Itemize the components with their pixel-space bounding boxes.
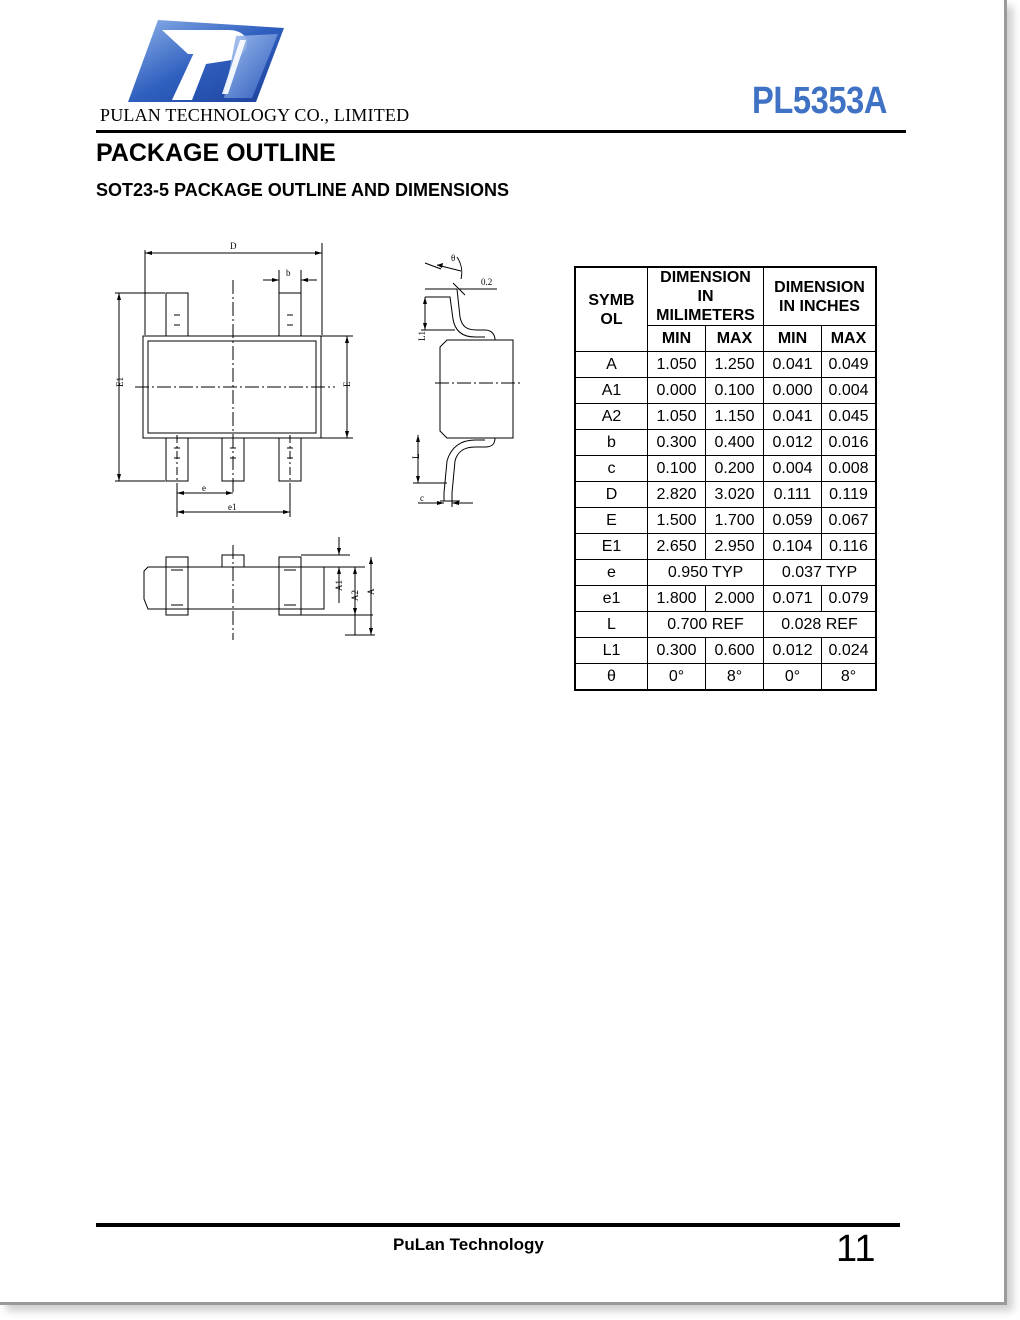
- label-E1: E1: [115, 377, 125, 387]
- cell-mm-max: 0.600: [706, 638, 764, 664]
- label-b: b: [286, 268, 291, 278]
- header-millimeters: DIMENSION IN MILIMETERS: [648, 267, 764, 326]
- cell-in-max: 8°: [822, 664, 877, 691]
- header-inches: DIMENSION IN INCHES: [764, 267, 877, 326]
- cell-in-max: 0.119: [822, 482, 877, 508]
- cell-symbol: θ: [575, 664, 648, 691]
- cell-symbol: A2: [575, 404, 648, 430]
- cell-in-min: 0.004: [764, 456, 822, 482]
- cell-mm-min: 1.500: [648, 508, 706, 534]
- cell-mm-max: 1.150: [706, 404, 764, 430]
- cell-symbol: e1: [575, 586, 648, 612]
- cell-mm-min: 1.050: [648, 404, 706, 430]
- cell-symbol: D: [575, 482, 648, 508]
- label-A2: A2: [350, 590, 360, 601]
- footer-rule: [96, 1223, 900, 1227]
- table-row: [575, 508, 876, 534]
- cell-in-max: 0.004: [822, 378, 877, 404]
- subheader-mm-min: MIN: [648, 326, 706, 352]
- cell-mm-max: 3.020: [706, 482, 764, 508]
- cell-mm-min: 0.300: [648, 638, 706, 664]
- label-theta: θ: [451, 253, 456, 263]
- section-title: PACKAGE OUTLINE: [96, 139, 336, 167]
- table-row: [575, 612, 876, 638]
- label-D: D: [230, 241, 237, 251]
- cell-mm-min: 1.800: [648, 586, 706, 612]
- cell-in-min: 0.111: [764, 482, 822, 508]
- cell-mm-value: 0.700 REF: [648, 612, 764, 638]
- cell-in-min: 0.012: [764, 430, 822, 456]
- label-A: A: [366, 588, 376, 595]
- cell-in-min: 0.041: [764, 404, 822, 430]
- cell-mm-max: 0.100: [706, 378, 764, 404]
- cell-mm-min: 2.650: [648, 534, 706, 560]
- cell-mm-max: 1.250: [706, 352, 764, 378]
- cell-in-value: 0.037 TYP: [764, 560, 877, 586]
- subheader-in-min: MIN: [764, 326, 822, 352]
- table-row: [575, 378, 876, 404]
- section-subtitle: SOT23-5 PACKAGE OUTLINE AND DIMENSIONS: [96, 180, 510, 200]
- company-name: PULAN TECHNOLOGY CO., LIMITED: [100, 105, 410, 125]
- table-row: [575, 456, 876, 482]
- cell-in-max: 0.008: [822, 456, 877, 482]
- cell-in-min: 0.059: [764, 508, 822, 534]
- cell-symbol: E: [575, 508, 648, 534]
- cell-mm-min: 0.100: [648, 456, 706, 482]
- cell-mm-max: 2.000: [706, 586, 764, 612]
- header-rule: [96, 130, 906, 133]
- table-row: [575, 664, 876, 691]
- cell-in-value: 0.028 REF: [764, 612, 877, 638]
- table-row: [575, 430, 876, 456]
- cell-symbol: E1: [575, 534, 648, 560]
- cell-symbol: c: [575, 456, 648, 482]
- cell-in-min: 0.071: [764, 586, 822, 612]
- table-row: [575, 482, 876, 508]
- footer-company: PuLan Technology: [393, 1235, 544, 1254]
- label-A1: A1: [334, 580, 344, 591]
- cell-in-max: 0.049: [822, 352, 877, 378]
- cell-in-max: 0.024: [822, 638, 877, 664]
- cell-in-max: 0.116: [822, 534, 877, 560]
- cell-mm-max: 2.950: [706, 534, 764, 560]
- cell-mm-max: 0.400: [706, 430, 764, 456]
- subheader-mm-max: MAX: [706, 326, 764, 352]
- cell-in-max: 0.079: [822, 586, 877, 612]
- cell-in-min: 0.000: [764, 378, 822, 404]
- label-L: L: [411, 453, 421, 459]
- label-L1: L1: [417, 331, 427, 341]
- cell-symbol: b: [575, 430, 648, 456]
- table-row: [575, 352, 876, 378]
- label-c: c: [420, 493, 424, 503]
- cell-mm-min: 2.820: [648, 482, 706, 508]
- cell-mm-max: 8°: [706, 664, 764, 691]
- cell-in-min: 0.104: [764, 534, 822, 560]
- cell-symbol: L: [575, 612, 648, 638]
- label-e: e: [202, 483, 206, 493]
- label-E: E: [342, 381, 352, 387]
- cell-in-max: 0.045: [822, 404, 877, 430]
- cell-in-max: 0.067: [822, 508, 877, 534]
- package-outline-drawing: [95, 235, 535, 655]
- dimension-rows: [575, 352, 876, 691]
- label-gauge: 0.2: [481, 277, 493, 287]
- part-number: PL5353A: [752, 80, 888, 122]
- cell-in-max: 0.016: [822, 430, 877, 456]
- cell-mm-min: 0°: [648, 664, 706, 691]
- label-e1: e1: [228, 502, 237, 512]
- cell-in-min: 0.041: [764, 352, 822, 378]
- cell-symbol: A: [575, 352, 648, 378]
- page-number: 11: [836, 1228, 876, 1270]
- cell-mm-max: 0.200: [706, 456, 764, 482]
- cell-symbol: L1: [575, 638, 648, 664]
- table-row: [575, 586, 876, 612]
- table-row: [575, 534, 876, 560]
- cell-mm-min: 1.050: [648, 352, 706, 378]
- dimensions-table: [574, 266, 877, 691]
- cell-mm-value: 0.950 TYP: [648, 560, 764, 586]
- subheader-in-max: MAX: [822, 326, 877, 352]
- cell-in-min: 0.012: [764, 638, 822, 664]
- header-symbol: SYMB OL: [575, 267, 648, 352]
- cell-symbol: A1: [575, 378, 648, 404]
- table-row: [575, 638, 876, 664]
- cell-mm-min: 0.000: [648, 378, 706, 404]
- table-row: [575, 404, 876, 430]
- cell-symbol: e: [575, 560, 648, 586]
- pulan-logo-icon: [128, 20, 284, 102]
- cell-mm-min: 0.300: [648, 430, 706, 456]
- cell-in-min: 0°: [764, 664, 822, 691]
- table-row: [575, 560, 876, 586]
- cell-mm-max: 1.700: [706, 508, 764, 534]
